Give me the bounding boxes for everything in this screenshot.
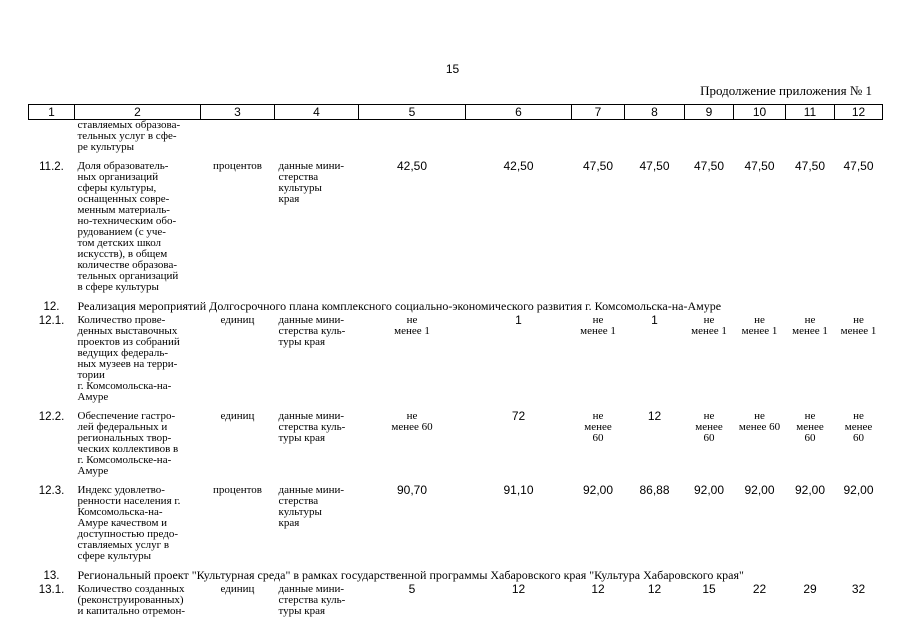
col-header-2: 2	[75, 105, 201, 120]
col-header-4: 4	[275, 105, 359, 120]
table-row	[29, 485, 883, 570]
value-col6: 42,50	[503, 159, 534, 173]
value-col8: 12	[647, 582, 662, 596]
value-col6: 12	[511, 582, 526, 596]
row-number: 12.1.	[38, 315, 65, 327]
unit: процентов	[213, 484, 262, 496]
continuation-label: Продолжение приложения № 1	[700, 83, 872, 98]
value-col10: 92,00	[744, 483, 775, 497]
value-col11: 29	[803, 582, 817, 596]
table-row	[29, 584, 883, 617]
row-number: 12.2.	[38, 411, 65, 423]
page-number: 15	[445, 62, 460, 76]
value-col12: 32	[851, 582, 866, 596]
col-header-9: 9	[685, 105, 734, 120]
value-col12: 92,00	[843, 483, 874, 497]
table-row	[29, 120, 883, 162]
row-number: 13.1.	[38, 584, 65, 596]
data-source: данные мини- стерства куль- туры края	[278, 314, 346, 348]
value-col5: 5	[408, 582, 416, 596]
indicator-name: Доля образователь- ных организаций сферы культуры, оснащенных совре- менным материаль- но-техническим обо- рудованием (с уче- том детских школ искусств), в общем количестве образова- тельных организаций в сфере культуры	[77, 160, 179, 293]
value-col8: 12	[647, 409, 662, 423]
value-col9: 15	[702, 582, 716, 596]
value-col5: не менее 1	[394, 314, 430, 337]
value-col5: не менее 60	[391, 410, 433, 433]
value-col7: 47,50	[582, 159, 614, 173]
value-col9: 92,00	[693, 483, 725, 497]
value-col6: 91,10	[503, 483, 534, 497]
value-col7: не менее 1	[580, 314, 616, 337]
indicator-name: Количество прове- денных выставочных проектов из собраний ведущих федераль- ных музеев на терри- тории г. Комсомольска-на- Амуре	[77, 314, 180, 403]
value-col5: 90,70	[396, 483, 428, 497]
col-header-6: 6	[466, 105, 572, 120]
section-number: 13.	[43, 570, 60, 582]
data-source: данные мини- стерства культуры края	[278, 484, 345, 529]
col-header-10: 10	[734, 105, 786, 120]
col-header-8: 8	[625, 105, 685, 120]
value-col6: 1	[515, 313, 522, 327]
value-col10: не менее 1	[741, 314, 778, 337]
value-col9: не менее 60	[695, 410, 723, 444]
data-source: данные мини- стерства культуры края	[278, 160, 345, 205]
value-col9: не менее 1	[691, 314, 727, 337]
value-col11: не менее 60	[796, 410, 824, 444]
unit: процентов	[213, 160, 262, 172]
unit: единиц	[220, 410, 255, 422]
value-col11: 92,00	[794, 483, 826, 497]
value-col12: 47,50	[843, 159, 874, 173]
col-header-5: 5	[359, 105, 466, 120]
value-col8: 86,88	[639, 483, 670, 497]
row-number: 12.3.	[38, 485, 65, 497]
carry-over-text: ставляемых образова- тельных услуг в сфе- ре культуры	[77, 119, 181, 153]
value-col10: 22	[752, 582, 767, 596]
col-header-3: 3	[201, 105, 275, 120]
col-header-1: 1	[29, 105, 75, 120]
value-col10: 47,50	[744, 159, 775, 173]
section-title: Региональный проект "Культурная среда" в рамках государственной программы Хабаровского края "Культура Хабаровского края"	[77, 568, 744, 582]
section-title: Реализация мероприятий Долгосрочного плана комплексного социально-экономического развития г. Комсомольска-на-Амуре	[77, 299, 722, 313]
table-row	[29, 411, 883, 485]
unit: единиц	[220, 314, 255, 326]
section-row	[29, 301, 883, 315]
value-col11: не менее 1	[792, 314, 828, 337]
value-col7: не менее 60	[584, 410, 612, 444]
col-header-11: 11	[786, 105, 835, 120]
value-col12: не менее 60	[844, 410, 873, 444]
indicator-name: Обеспечение гастро- лей федеральных и региональных твор- ческих коллективов в г. Комсомольске-на- Амуре	[77, 410, 179, 477]
header-row	[29, 105, 883, 120]
value-col7: 12	[591, 582, 605, 596]
value-col6: 72	[511, 409, 526, 423]
value-col8: 1	[651, 313, 658, 327]
col-header-7: 7	[572, 105, 625, 120]
data-source: данные мини- стерства куль- туры края	[278, 410, 346, 444]
value-col7: 92,00	[582, 483, 614, 497]
data-source: данные мини- стерства куль- туры края	[278, 583, 346, 617]
section-number: 12.	[43, 301, 60, 313]
table-row	[29, 315, 883, 411]
indicators-table	[28, 104, 883, 617]
indicator-name: Индекс удовлетво- ренности населения г. Комсомольска-на- Амуре качеством и доступностью предо- ставляемых услуг в сфере культуры	[77, 484, 181, 562]
value-col12: не менее 1	[840, 314, 877, 337]
unit: единиц	[220, 583, 255, 595]
row-number: 11.2.	[39, 161, 64, 173]
value-col11: 47,50	[794, 159, 826, 173]
table-row	[29, 161, 883, 301]
col-header-12: 12	[835, 105, 883, 120]
value-col9: 47,50	[693, 159, 725, 173]
indicator-name: Количество созданных (реконструированных) и капитально отремон-	[77, 583, 186, 617]
value-col8: 47,50	[639, 159, 670, 173]
value-col5: 42,50	[396, 159, 428, 173]
value-col10: не менее 60	[738, 410, 781, 433]
